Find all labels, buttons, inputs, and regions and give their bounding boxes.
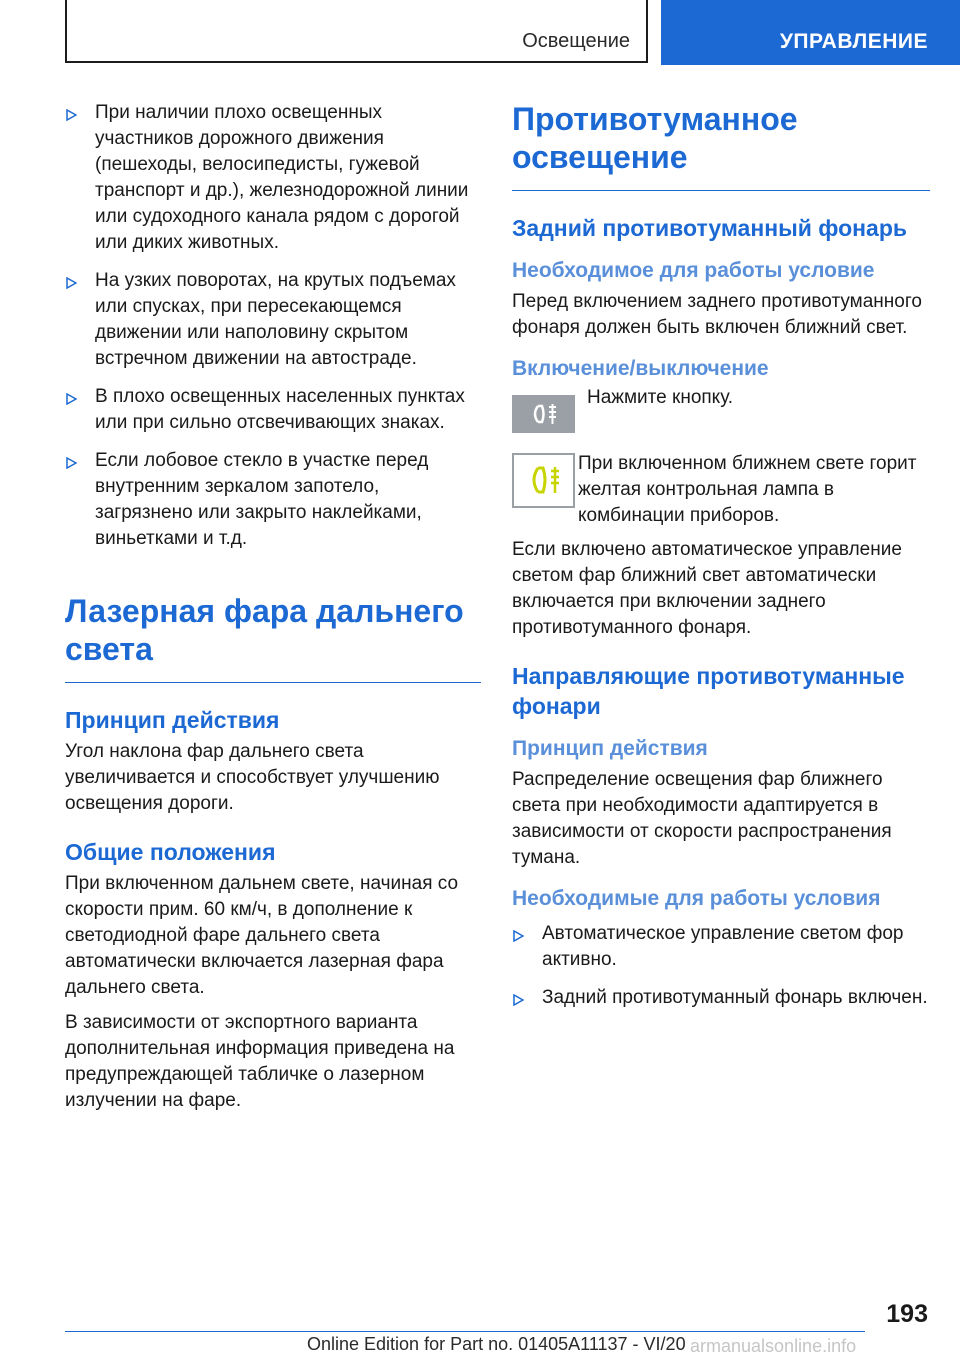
requirement-text: Перед включением заднего противотуманного фонаря должен быть включен ближний свет.	[512, 291, 922, 338]
list-item	[65, 448, 481, 552]
header-chapter-label: УПРАВЛЕНИЕ	[779, 30, 928, 53]
watermark-text: armanualsonline.info	[690, 1336, 857, 1356]
guide-principle-heading: Принцип действия	[512, 737, 708, 760]
page-number: 193	[886, 1300, 928, 1328]
bullet-text: Если лобовое стекло в участке перед внутренним зеркалом запотело, загрязнено или закрыто наклейками, виньетками и т.д.	[95, 450, 429, 549]
header-section-title: Освещение	[522, 30, 630, 52]
list-item	[65, 100, 481, 256]
auto-light-text: Если включено автоматическое управление светом фар ближний свет автоматически включается при включении заднего противотуманного фонаря.	[512, 539, 902, 638]
list-item	[512, 985, 930, 1011]
requirement-heading: Необходимое для работы условие	[512, 259, 875, 282]
header-chapter-tab[interactable]	[661, 0, 960, 65]
indicator-row	[512, 451, 930, 535]
rear-fog-heading: Задний противотуманный фонарь	[512, 215, 908, 241]
guide-requirements-heading: Необходимые для работы условия	[512, 887, 881, 910]
bullet-text: На узких поворотах, на крутых подъемах или спусках, при пересекающемся движении или наполовину скрытом встречном движении на автостраде.	[95, 270, 456, 369]
press-button-text: Нажмите кнопку.	[587, 387, 734, 408]
bullet-text: В плохо освещенных населенных пунктах или при сильно отсвечивающих знаках.	[95, 386, 465, 433]
general-text-2: В зависимости от экспортного варианта дополнительная информация приведена на предупреждающей табличке о лазерном излучении на фаре.	[65, 1012, 455, 1111]
rear-fog-button-icon	[512, 395, 575, 433]
right-column	[512, 100, 930, 1023]
laser-section-title: Лазерная фара дальнего света	[65, 593, 464, 667]
fog-section-title: Противотуманное освещение	[512, 101, 798, 175]
bullet-triangle-icon	[66, 109, 77, 121]
bullet-triangle-icon	[513, 994, 524, 1006]
header-frame	[65, 0, 648, 63]
rear-fog-indicator-icon	[512, 453, 575, 508]
principle-text: Угол наклона фар дальнего света увеличивается и способствует улучшению освещения дороги.	[65, 741, 440, 814]
guide-fog-heading: Направляющие противотуманные фонари	[512, 663, 905, 719]
edition-text: Online Edition for Part no. 01405A11137 - VI/20	[307, 1334, 686, 1354]
footer-divider	[65, 1331, 865, 1332]
on-off-heading: Включение/выключение	[512, 357, 769, 380]
bullet-text: Задний противотуманный фонарь включен.	[542, 987, 928, 1008]
list-item	[65, 268, 481, 372]
left-column	[65, 100, 481, 1114]
indicator-text: При включенном ближнем свете горит желтая контрольная лампа в комбинации приборов.	[578, 453, 917, 526]
list-item	[512, 921, 930, 973]
bullet-text: Автоматическое управление светом фор активно.	[542, 923, 904, 970]
bullet-text: При наличии плохо освещенных участников дорожного движения (пешеходы, велосипедисты, гужевой транспорт и др.), железнодорожной линии или судоходного канала рядом с дорогой или диких животных.	[95, 102, 469, 253]
list-item	[65, 384, 481, 436]
principle-heading: Принцип действия	[65, 707, 280, 733]
general-text-1: При включенном дальнем свете, начиная со скорости прим. 60 км/ч, в дополнение к светодиодной фаре дальнего света автоматически включается лазерная фара дальнего света.	[65, 873, 459, 998]
bullet-triangle-icon	[66, 457, 77, 469]
general-heading: Общие положения	[65, 839, 276, 865]
guide-principle-text: Распределение освещения фар ближнего света при необходимости адаптируется в зависимости от скорости распространения тумана.	[512, 769, 892, 868]
bullet-triangle-icon	[66, 393, 77, 405]
bullet-triangle-icon	[513, 930, 524, 942]
bullet-triangle-icon	[66, 277, 77, 289]
press-button-row	[512, 387, 930, 441]
